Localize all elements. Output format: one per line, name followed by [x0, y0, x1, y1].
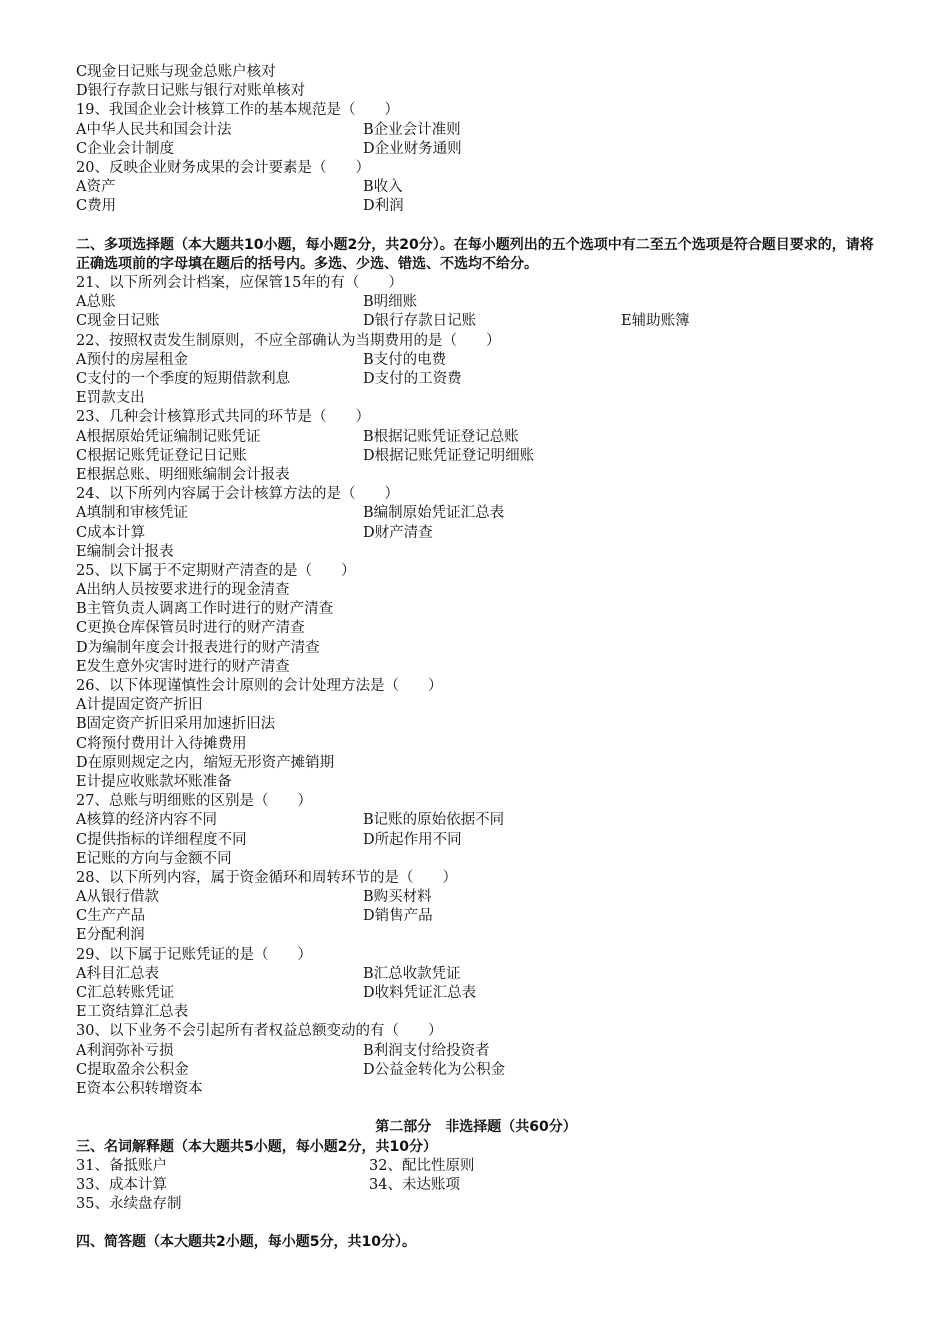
option-e: E计提应收账款坏账准备	[76, 773, 232, 790]
option-b: B明细账	[363, 294, 418, 311]
option-row	[76, 888, 876, 907]
option-row	[76, 351, 876, 370]
option-e: E罚款支出	[76, 390, 145, 407]
option-row	[76, 447, 876, 466]
option-a: A科目汇总表	[76, 965, 159, 982]
option-row	[76, 197, 876, 216]
option-a: A中华人民共和国会计法	[76, 121, 232, 138]
term-35: 35、永续盘存制	[76, 1196, 182, 1213]
option-c: C根据记账凭证登记日记账	[76, 447, 247, 464]
option-a: A预付的房屋租金	[76, 351, 188, 368]
option-e: E根据总账、明细账编制会计报表	[76, 466, 290, 483]
option-d: D公益金转化为公积金	[363, 1061, 506, 1078]
option-a: A出纳人员按要求进行的现金清查	[76, 582, 290, 599]
option-d: D销售产品	[363, 908, 433, 925]
option-row	[76, 370, 876, 389]
option-row	[76, 907, 876, 926]
term-33: 33、成本计算	[76, 1176, 167, 1193]
option-c: C汇总转账凭证	[76, 985, 175, 1002]
option-a: A计提固定资产折旧	[76, 697, 203, 714]
option-row	[76, 1042, 876, 1061]
section-4-heading: 四、简答题（本大题共2小题，每小题5分，共10分）。	[76, 1234, 416, 1251]
option-row	[76, 504, 876, 523]
option-d: D银行存款日记账	[363, 313, 477, 330]
option-b: B根据记账凭证登记总账	[363, 428, 519, 445]
part-2-heading: 第二部分 非选择题（共60分）	[375, 1119, 577, 1136]
option-row	[76, 312, 876, 331]
question-26-stem: 26、以下体现谨慎性会计原则的会计处理方法是（ ）	[76, 678, 443, 695]
option-a: A总账	[76, 294, 116, 311]
question-21-stem: 21、以下所列会计档案，应保管15年的有（ ）	[76, 275, 403, 292]
option-row	[76, 1061, 876, 1080]
question-27-stem: 27、总账与明细账的区别是（ ）	[76, 793, 312, 810]
option-row	[76, 178, 876, 197]
option-d: D企业财务通则	[363, 140, 462, 157]
option-e: E辅助账簿	[621, 313, 690, 330]
option-c: C提供指标的详细程度不同	[76, 831, 247, 848]
question-24-stem: 24、以下所列内容属于会计核算方法的是（ ）	[76, 486, 399, 503]
question-19-stem: 19、我国企业会计核算工作的基本规范是（ ）	[76, 102, 399, 119]
question-23-stem: 23、几种会计核算形式共同的环节是（ ）	[76, 409, 370, 426]
option-d: D利润	[363, 198, 404, 215]
option-e: E分配利润	[76, 927, 145, 944]
option-e: E工资结算汇总表	[76, 1004, 189, 1021]
question-25-stem: 25、以下属于不定期财产清查的是（ ）	[76, 562, 356, 579]
option-e: E资本公积转增资本	[76, 1080, 203, 1097]
option-line: D银行存款日记账与银行对账单核对	[76, 83, 306, 100]
question-30-stem: 30、以下业务不会引起所有者权益总额变动的有（ ）	[76, 1023, 443, 1040]
option-b: B支付的电费	[363, 351, 447, 368]
question-20-stem: 20、反映企业财务成果的会计要素是（ ）	[76, 159, 370, 176]
option-b: B编制原始凭证汇总表	[363, 505, 505, 522]
option-a: A填制和审核凭证	[76, 505, 188, 522]
option-d: D收料凭证汇总表	[363, 985, 477, 1002]
option-c: C现金日记账	[76, 313, 160, 330]
option-d: D支付的工资费	[363, 371, 462, 388]
question-22-stem: 22、按照权责发生制原则，不应全部确认为当期费用的是（ ）	[76, 332, 501, 349]
option-row	[76, 121, 876, 140]
option-b: B汇总收款凭证	[363, 965, 461, 982]
option-d: D财产清查	[363, 524, 433, 541]
exam-page	[76, 63, 876, 1253]
option-row	[76, 984, 876, 1003]
option-b: B购买材料	[363, 889, 432, 906]
option-b: B企业会计准则	[363, 121, 461, 138]
option-c: C企业会计制度	[76, 140, 175, 157]
option-d: D根据记账凭证登记明细账	[363, 447, 535, 464]
option-row	[76, 524, 876, 543]
question-28-stem: 28、以下所列内容，属于资金循环和周转环节的是（ ）	[76, 869, 457, 886]
option-e: E发生意外灾害时进行的财产清查	[76, 658, 290, 675]
term-31: 31、备抵账户	[76, 1157, 167, 1174]
option-row	[76, 428, 876, 447]
option-a: A利润弥补亏损	[76, 1042, 174, 1059]
option-c: C提取盈余公积金	[76, 1061, 189, 1078]
option-d: D在原则规定之内，缩短无形资产摊销期	[76, 754, 335, 771]
option-line: C现金日记账与现金总账户核对	[76, 64, 276, 80]
option-b: B收入	[363, 179, 403, 196]
question-29-stem: 29、以下属于记账凭证的是（ ）	[76, 946, 312, 963]
option-c: C成本计算	[76, 524, 146, 541]
option-row	[76, 831, 876, 850]
section-2-heading: 二、多项选择题（本大题共10小题，每小题2分，共20分）。在每小题列出的五个选项中有二至五个选项是符合题目要求的，请将正确选项前的字母填在题后的括号内。多选、少选、错选、不选均不给分。	[76, 236, 874, 272]
option-a: A资产	[76, 179, 116, 196]
option-b: B利润支付给投资者	[363, 1042, 490, 1059]
option-d: D所起作用不同	[363, 831, 462, 848]
option-c: C生产产品	[76, 908, 146, 925]
option-row	[76, 293, 876, 312]
option-d: D为编制年度会计报表进行的财产清查	[76, 639, 320, 656]
option-row	[76, 965, 876, 984]
option-a: A核算的经济内容不同	[76, 812, 217, 829]
option-row	[76, 140, 876, 159]
term-32: 32、配比性原则	[369, 1157, 475, 1174]
option-c: C更换仓库保管员时进行的财产清查	[76, 620, 305, 637]
option-b: B固定资产折旧采用加速折旧法	[76, 716, 276, 733]
option-e: E记账的方向与金额不同	[76, 850, 232, 867]
term-row	[76, 1176, 876, 1195]
term-34: 34、未达账项	[369, 1176, 460, 1193]
option-b: B记账的原始依据不同	[363, 812, 505, 829]
option-a: A根据原始凭证编制记账凭证	[76, 428, 261, 445]
option-c: C支付的一个季度的短期借款利息	[76, 371, 291, 388]
section-3-heading: 三、名词解释题（本大题共5小题，每小题2分，共10分）	[76, 1138, 437, 1155]
option-c: C将预付费用计入待摊费用	[76, 735, 247, 752]
option-b: B主管负责人调离工作时进行的财产清查	[76, 601, 334, 618]
option-row	[76, 811, 876, 830]
option-c: C费用	[76, 198, 117, 215]
term-row	[76, 1157, 876, 1176]
option-a: A从银行借款	[76, 889, 159, 906]
option-e: E编制会计报表	[76, 543, 174, 560]
